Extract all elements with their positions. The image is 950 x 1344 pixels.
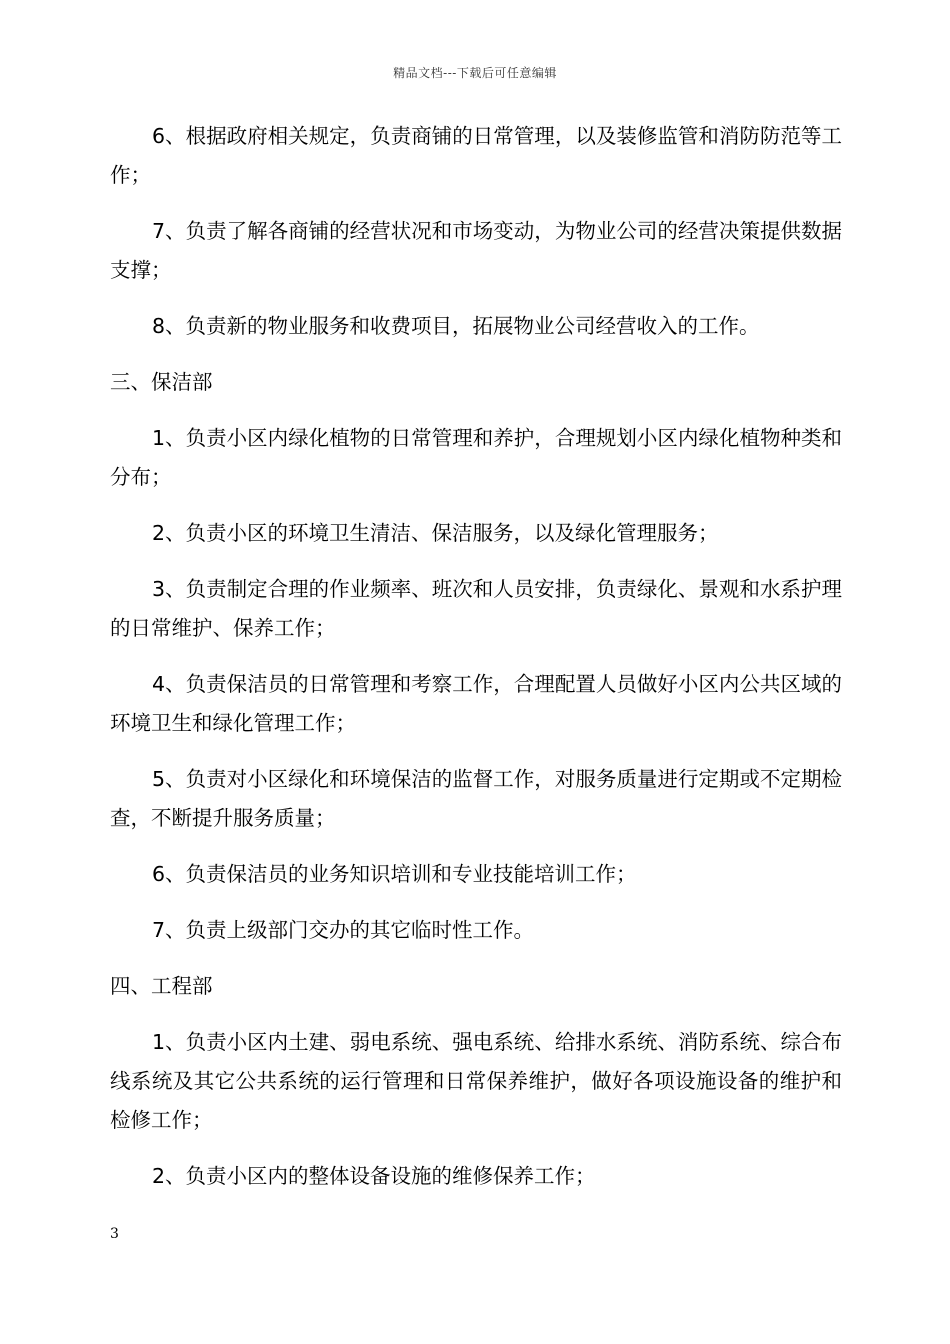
document-body [110,117,842,1213]
paragraph: 6、负责保洁员的业务知识培训和专业技能培训工作； [152,862,637,886]
paragraph: 1、负责小区内土建、弱电系统、强电系统、给排水系统、消防系统、综合布线系统及其它公共系统的运行管理和日常保养维护，做好各项设施设备的维护和检修工作； [110,1030,842,1132]
paragraph: 3、负责制定合理的作业频率、班次和人员安排，负责绿化、景观和水系护理的日常维护、保养工作； [110,577,842,640]
paragraph: 7、负责了解各商铺的经营状况和市场变动，为物业公司的经营决策提供数据支撑； [110,219,842,282]
section-heading: 四、工程部 [110,974,213,998]
paragraph: 4、负责保洁员的日常管理和考察工作，合理配置人员做好小区内公共区域的环境卫生和绿化管理工作； [110,672,842,735]
paragraph: 6、根据政府相关规定，负责商铺的日常管理，以及装修监管和消防防范等工作； [110,124,842,187]
page-number: 3 [110,1226,119,1242]
paragraph: 2、负责小区内的整体设备设施的维修保养工作； [152,1164,596,1188]
paragraph: 1、负责小区内绿化植物的日常管理和养护，合理规划小区内绿化植物种类和分布； [110,426,842,489]
paragraph: 5、负责对小区绿化和环境保洁的监督工作，对服务质量进行定期或不定期检查，不断提升服务质量； [110,767,842,830]
paragraph: 2、负责小区的环境卫生清洁、保洁服务，以及绿化管理服务； [152,521,719,545]
page-header: 精品文档---下载后可任意编辑 [393,66,557,80]
paragraph: 8、负责新的物业服务和收费项目，拓展物业公司经营收入的工作。 [152,314,760,338]
section-heading: 三、保洁部 [110,370,213,394]
paragraph: 7、负责上级部门交办的其它临时性工作。 [152,918,535,942]
